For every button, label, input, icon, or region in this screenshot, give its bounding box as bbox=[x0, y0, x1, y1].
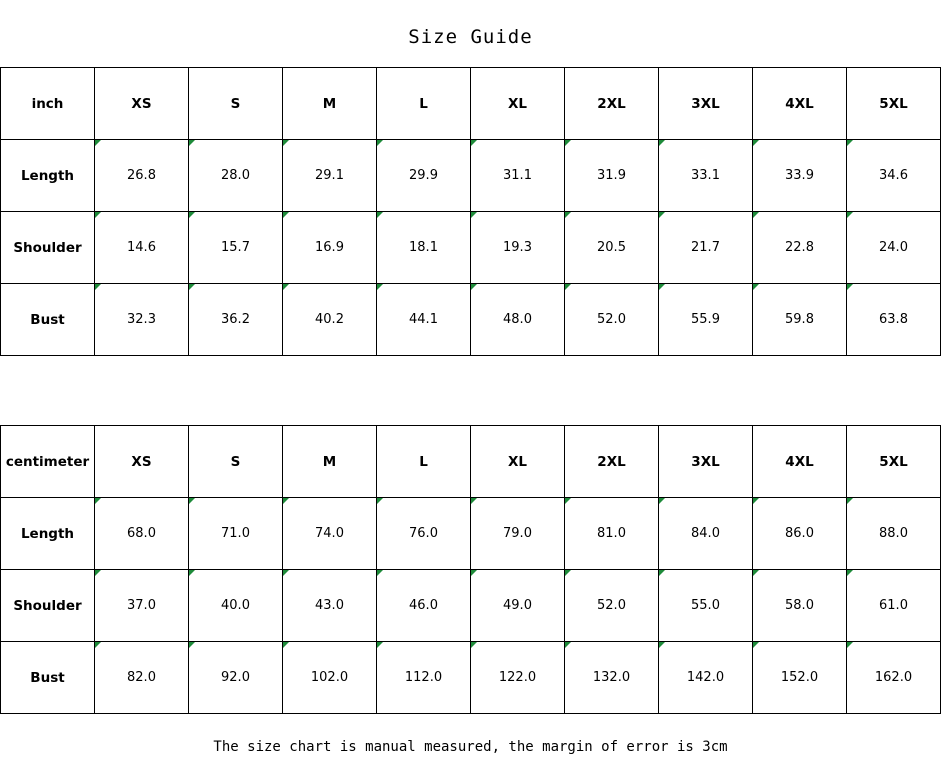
table-row bbox=[1, 212, 941, 284]
measurement-cell: 40.2 bbox=[283, 284, 377, 356]
measurement-cell: 55.9 bbox=[659, 284, 753, 356]
size-column-header: 3XL bbox=[659, 426, 753, 498]
measurement-cell: 33.1 bbox=[659, 140, 753, 212]
measurement-label: Bust bbox=[1, 642, 95, 714]
table-header-row bbox=[1, 68, 941, 140]
measurement-cell: 32.3 bbox=[95, 284, 189, 356]
size-column-header: S bbox=[189, 68, 283, 140]
measurement-cell: 63.8 bbox=[847, 284, 941, 356]
measurement-cell: 34.6 bbox=[847, 140, 941, 212]
measurement-cell: 24.0 bbox=[847, 212, 941, 284]
measurement-cell: 36.2 bbox=[189, 284, 283, 356]
size-column-header: L bbox=[377, 426, 471, 498]
measurement-cell: 26.8 bbox=[95, 140, 189, 212]
measurement-label: Length bbox=[1, 498, 95, 570]
size-column-header: 2XL bbox=[565, 68, 659, 140]
measurement-cell: 49.0 bbox=[471, 570, 565, 642]
measurement-cell: 152.0 bbox=[753, 642, 847, 714]
measurement-cell: 46.0 bbox=[377, 570, 471, 642]
measurement-label: Length bbox=[1, 140, 95, 212]
measurement-cell: 48.0 bbox=[471, 284, 565, 356]
measurement-cell: 86.0 bbox=[753, 498, 847, 570]
measurement-cell: 142.0 bbox=[659, 642, 753, 714]
size-column-header: L bbox=[377, 68, 471, 140]
measurement-cell: 29.9 bbox=[377, 140, 471, 212]
measurement-cell: 29.1 bbox=[283, 140, 377, 212]
measurement-cell: 40.0 bbox=[189, 570, 283, 642]
size-column-header: 5XL bbox=[847, 426, 941, 498]
measurement-cell: 21.7 bbox=[659, 212, 753, 284]
measurement-cell: 71.0 bbox=[189, 498, 283, 570]
measurement-cell: 44.1 bbox=[377, 284, 471, 356]
page-title: Size Guide bbox=[408, 26, 533, 48]
measurement-cell: 52.0 bbox=[565, 284, 659, 356]
table-row bbox=[1, 140, 941, 212]
size-column-header: M bbox=[283, 68, 377, 140]
measurement-cell: 58.0 bbox=[753, 570, 847, 642]
measurement-cell: 20.5 bbox=[565, 212, 659, 284]
measurement-cell: 37.0 bbox=[95, 570, 189, 642]
table-separator bbox=[0, 356, 941, 425]
size-column-header: M bbox=[283, 426, 377, 498]
measurement-label: Shoulder bbox=[1, 212, 95, 284]
measurement-cell: 31.1 bbox=[471, 140, 565, 212]
measurement-cell: 61.0 bbox=[847, 570, 941, 642]
table-row bbox=[1, 498, 941, 570]
measurement-cell: 132.0 bbox=[565, 642, 659, 714]
measurement-cell: 28.0 bbox=[189, 140, 283, 212]
size-table-inch bbox=[0, 67, 941, 356]
measurement-cell: 59.8 bbox=[753, 284, 847, 356]
measurement-cell: 82.0 bbox=[95, 642, 189, 714]
table-row bbox=[1, 284, 941, 356]
measurement-cell: 55.0 bbox=[659, 570, 753, 642]
size-column-header: XS bbox=[95, 68, 189, 140]
measurement-cell: 31.9 bbox=[565, 140, 659, 212]
table-header-row bbox=[1, 426, 941, 498]
measurement-cell: 33.9 bbox=[753, 140, 847, 212]
size-column-header: XS bbox=[95, 426, 189, 498]
size-column-header: 5XL bbox=[847, 68, 941, 140]
measurement-cell: 81.0 bbox=[565, 498, 659, 570]
measurement-cell: 84.0 bbox=[659, 498, 753, 570]
measurement-cell: 22.8 bbox=[753, 212, 847, 284]
measurement-cell: 88.0 bbox=[847, 498, 941, 570]
measurement-cell: 102.0 bbox=[283, 642, 377, 714]
measurement-cell: 92.0 bbox=[189, 642, 283, 714]
measurement-disclaimer: The size chart is manual measured, the margin of error is 3cm bbox=[213, 739, 728, 755]
size-column-header: 3XL bbox=[659, 68, 753, 140]
measurement-cell: 15.7 bbox=[189, 212, 283, 284]
unit-label: centimeter bbox=[1, 426, 95, 498]
measurement-label: Bust bbox=[1, 284, 95, 356]
measurement-cell: 43.0 bbox=[283, 570, 377, 642]
size-column-header: 4XL bbox=[753, 426, 847, 498]
measurement-cell: 16.9 bbox=[283, 212, 377, 284]
measurement-label: Shoulder bbox=[1, 570, 95, 642]
measurement-cell: 68.0 bbox=[95, 498, 189, 570]
unit-label: inch bbox=[1, 68, 95, 140]
table-row bbox=[1, 642, 941, 714]
size-column-header: 4XL bbox=[753, 68, 847, 140]
size-column-header: XL bbox=[471, 68, 565, 140]
size-column-header: XL bbox=[471, 426, 565, 498]
size-table-centimeter bbox=[0, 425, 941, 714]
measurement-cell: 14.6 bbox=[95, 212, 189, 284]
measurement-cell: 122.0 bbox=[471, 642, 565, 714]
measurement-cell: 18.1 bbox=[377, 212, 471, 284]
size-column-header: 2XL bbox=[565, 426, 659, 498]
measurement-cell: 162.0 bbox=[847, 642, 941, 714]
measurement-cell: 19.3 bbox=[471, 212, 565, 284]
measurement-cell: 79.0 bbox=[471, 498, 565, 570]
size-column-header: S bbox=[189, 426, 283, 498]
measurement-cell: 112.0 bbox=[377, 642, 471, 714]
measurement-cell: 76.0 bbox=[377, 498, 471, 570]
table-row bbox=[1, 570, 941, 642]
measurement-cell: 74.0 bbox=[283, 498, 377, 570]
measurement-cell: 52.0 bbox=[565, 570, 659, 642]
